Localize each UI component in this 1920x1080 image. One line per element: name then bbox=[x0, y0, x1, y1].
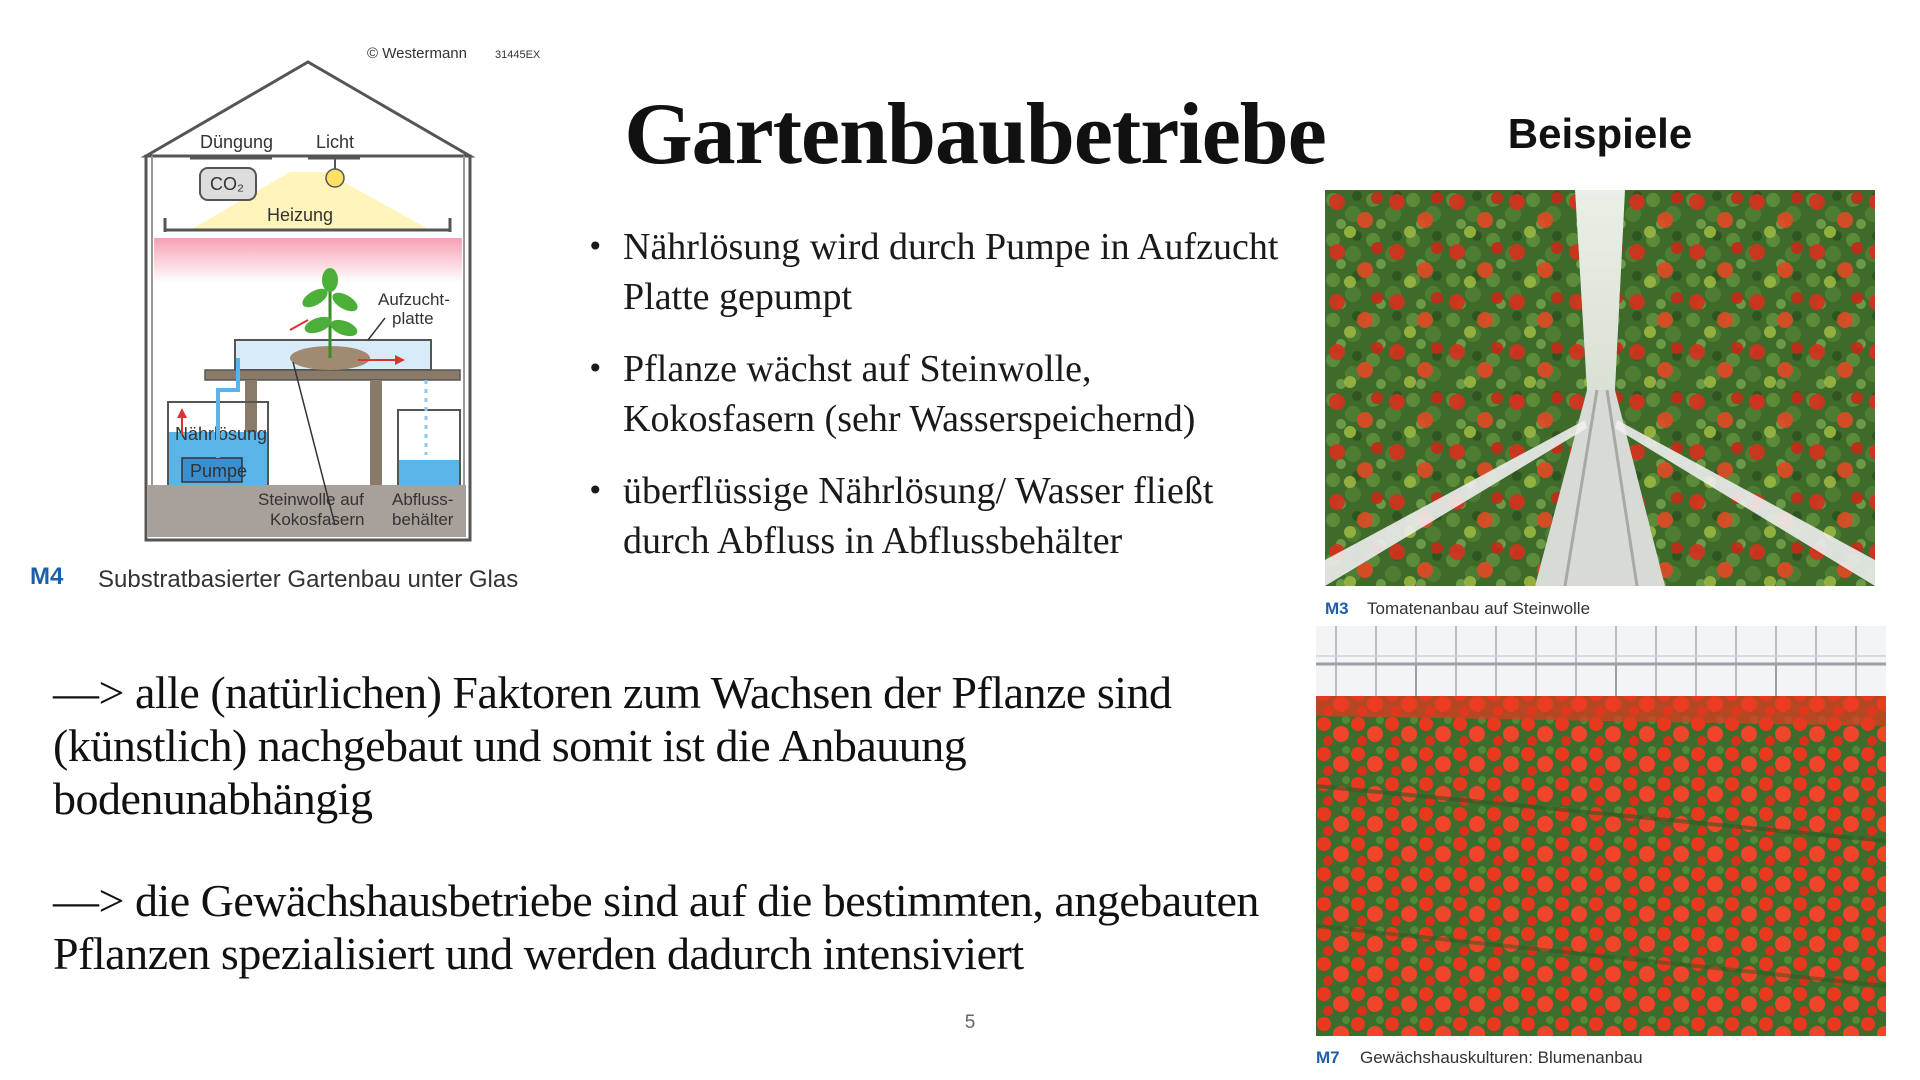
label-pump: Pumpe bbox=[190, 461, 248, 481]
bullet-list bbox=[585, 222, 1285, 588]
label-drain-1: Abfluss- bbox=[392, 490, 454, 509]
m4-caption-number: M4 bbox=[30, 563, 64, 590]
m3-caption-text: Tomatenanbau auf Steinwolle bbox=[1367, 599, 1591, 618]
tomato-greenhouse-photo bbox=[1325, 190, 1875, 586]
page-number: 5 bbox=[964, 1012, 976, 1033]
greenhouse-diagram bbox=[130, 40, 570, 550]
m7-caption-text: Gewächshauskulturen: Blumenanbau bbox=[1360, 1048, 1643, 1067]
flower-greenhouse-photo bbox=[1316, 626, 1886, 1036]
label-rockwool-2: Kokosfasern bbox=[270, 510, 365, 529]
label-growing-plate-1: Aufzucht- bbox=[378, 290, 450, 309]
label-light: Licht bbox=[316, 132, 355, 152]
conclusion-specialized: —> die Gewächshausbetriebe sind auf die bestimmten, angebauten Pflanzen spezialisiert und werden dadurch intensiviert bbox=[53, 875, 1259, 979]
bullet-icon: • bbox=[587, 230, 604, 263]
label-heating: Heizung bbox=[267, 205, 334, 225]
label-drain-2: behälter bbox=[392, 510, 454, 529]
label-nutrient-solution: Nährlösung bbox=[175, 424, 268, 444]
diagram-copyright: © Westermann bbox=[367, 45, 467, 62]
lightbulb-icon bbox=[326, 169, 344, 187]
examples-heading: Beispiele bbox=[1507, 110, 1693, 157]
bullet-item bbox=[585, 466, 1285, 566]
bullet-text: Pflanze wächst auf Steinwolle, Kokosfasern (sehr Wasserspeichernd) bbox=[623, 348, 1196, 440]
m3-caption-number: M3 bbox=[1325, 599, 1349, 618]
bullet-item bbox=[585, 344, 1285, 444]
bullet-icon: • bbox=[587, 352, 604, 385]
diagram-code: 31445EX bbox=[495, 49, 541, 61]
label-growing-plate-2: platte bbox=[392, 309, 434, 328]
page-title: Gartenbaubetriebe bbox=[624, 86, 1326, 183]
m7-caption-number: M7 bbox=[1316, 1048, 1340, 1067]
label-co2: CO₂ bbox=[210, 174, 244, 194]
conclusion-soil-independent: —> alle (natürlichen) Faktoren zum Wachsen der Pflanze sind (künstlich) nachgebaut und somit ist die Anbauung bodenunabhängig bbox=[53, 667, 1172, 824]
m4-caption-text: Substratbasierter Gartenbau unter Glas bbox=[98, 566, 519, 593]
bullet-item bbox=[585, 222, 1285, 322]
bullet-text: überflüssige Nährlösung/ Wasser fließt durch Abfluss in Abflussbehälter bbox=[623, 470, 1214, 562]
bullet-text: Nährlösung wird durch Pumpe in Aufzucht Platte gepumpt bbox=[623, 226, 1279, 318]
bullet-icon: • bbox=[587, 474, 604, 507]
label-rockwool-1: Steinwolle auf bbox=[258, 490, 364, 509]
label-fertilizer: Düngung bbox=[200, 132, 274, 152]
